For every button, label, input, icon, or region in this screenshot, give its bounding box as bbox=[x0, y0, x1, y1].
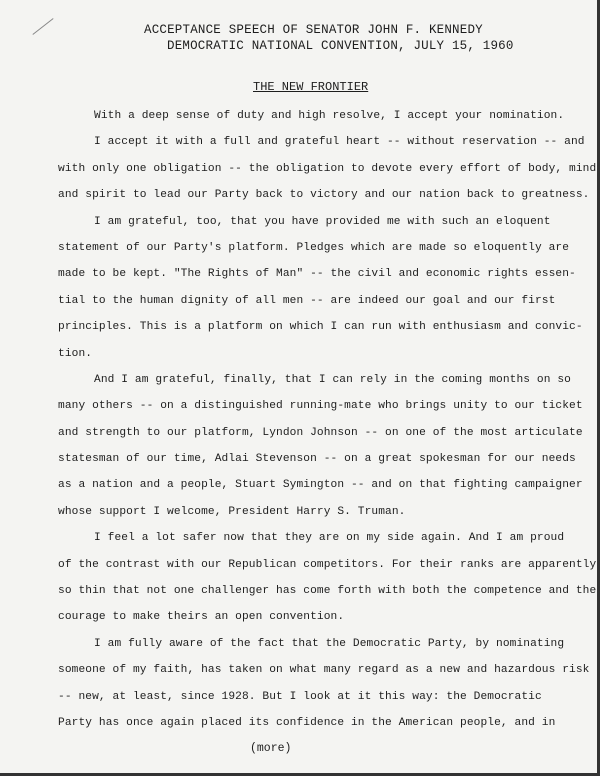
text-line: tial to the human dignity of all men -- are indeed our goal and our first bbox=[58, 294, 556, 307]
text-line: I accept it with a full and grateful heart -- without reservation -- and bbox=[94, 136, 585, 149]
text-line: principles. This is a platform on which I can run with enthusiasm and convic- bbox=[58, 321, 583, 334]
text-line: and spirit to lead our Party back to victory and our nation back to greatness. bbox=[58, 189, 590, 202]
text-line: courage to make theirs an open convention. bbox=[58, 611, 345, 624]
speech-title: THE NEW FRONTIER bbox=[253, 80, 369, 94]
text-line: statesman of our time, Adlai Stevenson -- on a great spokesman for our needs bbox=[58, 453, 576, 466]
text-line: as a nation and a people, Stuart Symington -- and on that fighting campaigner bbox=[58, 479, 583, 492]
header-line-2: DEMOCRATIC NATIONAL CONVENTION, JULY 15, 1960 bbox=[167, 39, 514, 53]
text-line: with only one obligation -- the obligation to devote every effort of body, mind bbox=[58, 162, 597, 175]
continuation-marker: (more) bbox=[250, 742, 292, 755]
text-line: statement of our Party's platform. Pledges which are made so eloquently are bbox=[58, 241, 570, 254]
text-line: made to be kept. "The Rights of Man" -- the civil and economic rights essen- bbox=[58, 268, 576, 281]
text-line: With a deep sense of duty and high resolve, I accept your nomination. bbox=[94, 110, 565, 122]
text-line: -- new, at least, since 1928. But I look at it this way: the Democratic bbox=[58, 690, 542, 703]
header-line-1: ACCEPTANCE SPEECH OF SENATOR JOHN F. KENNEDY bbox=[144, 23, 483, 37]
text-line: someone of my faith, has taken on what many regard as a new and hazardous risk bbox=[58, 664, 590, 677]
text-line: of the contrast with our Republican competitors. For their ranks are apparently bbox=[58, 558, 597, 571]
text-line: Party has once again placed its confidence in the American people, and in bbox=[58, 716, 556, 729]
pen-mark bbox=[32, 18, 53, 35]
text-line: I feel a lot safer now that they are on my side again. And I am proud bbox=[94, 532, 565, 545]
text-line: I am grateful, too, that you have provided me with such an eloquent bbox=[94, 215, 551, 228]
speech-body bbox=[58, 103, 597, 736]
text-line: whose support I welcome, President Harry S. Truman. bbox=[58, 505, 406, 518]
text-line: so thin that not one challenger has come forth with both the competence and the bbox=[58, 585, 597, 598]
text-line: I am fully aware of the fact that the Democratic Party, by nominating bbox=[94, 637, 565, 650]
text-line: and strength to our platform, Lyndon Johnson -- on one of the most articulate bbox=[58, 426, 583, 439]
text-line: tion. bbox=[58, 347, 93, 360]
text-line: And I am grateful, finally, that I can rely in the coming months on so bbox=[94, 373, 571, 386]
text-line: many others -- on a distinguished running-mate who brings unity to our ticket bbox=[58, 400, 583, 413]
